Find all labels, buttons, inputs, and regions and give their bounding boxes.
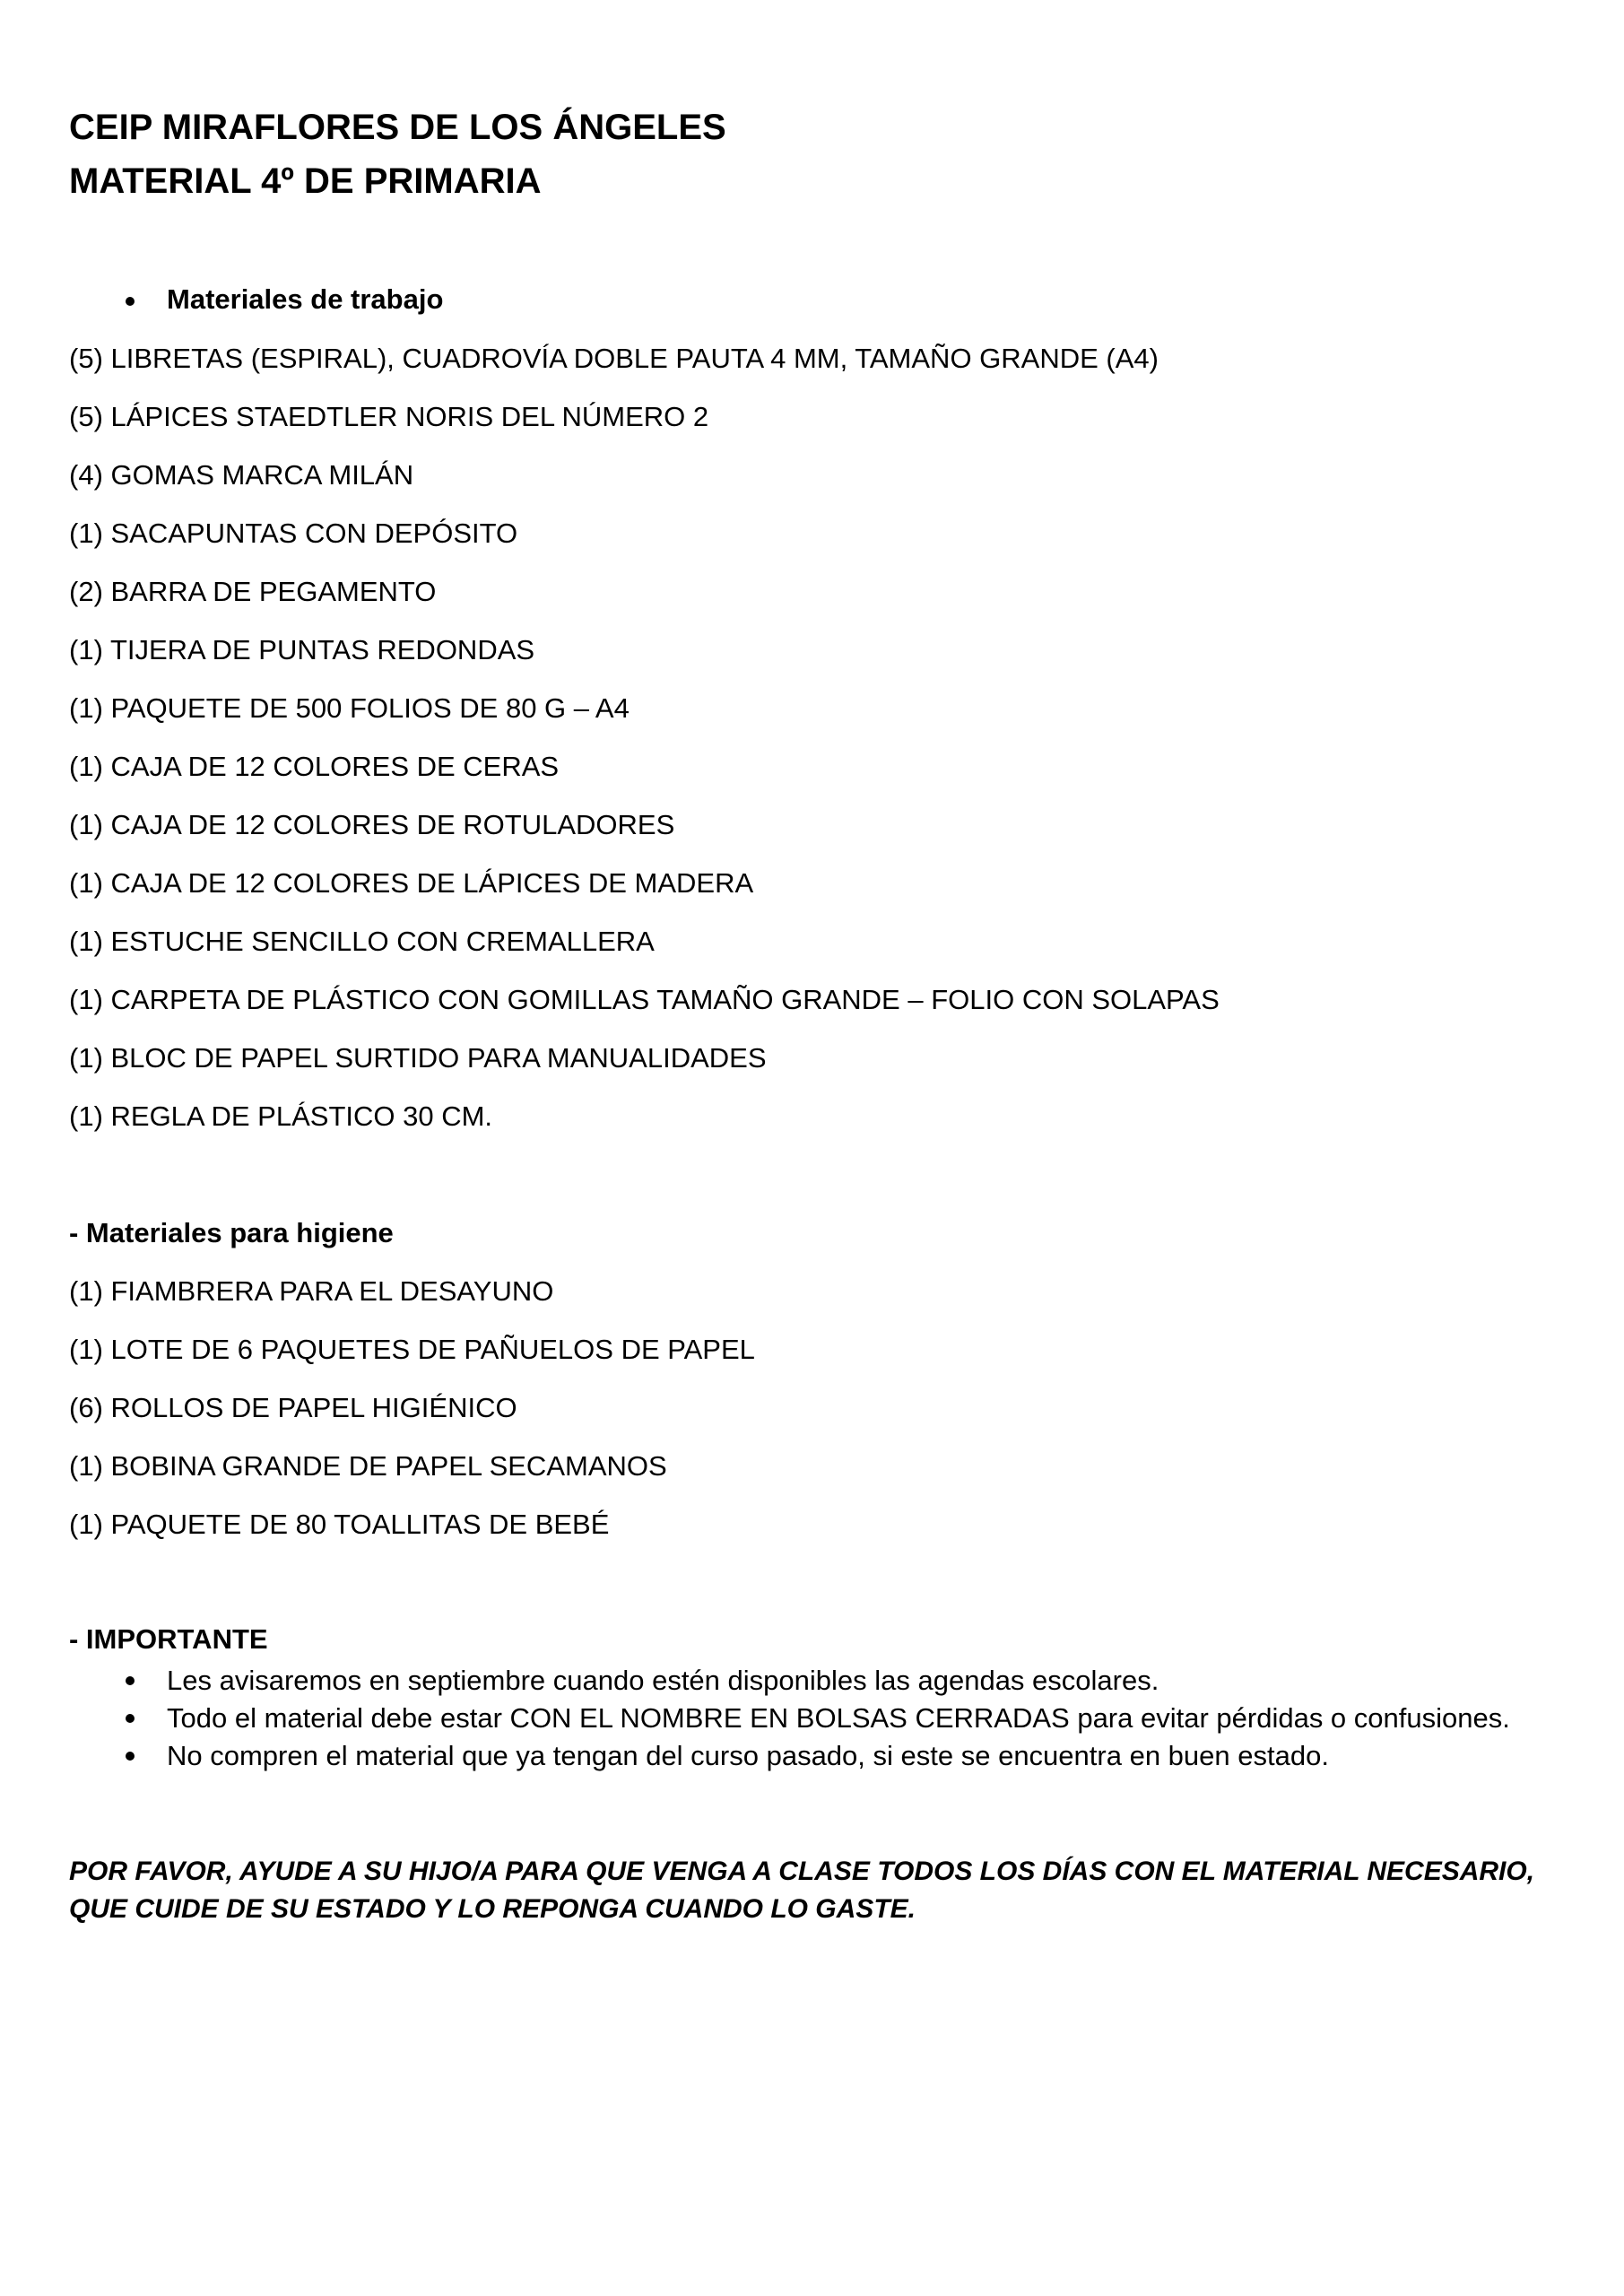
bullet-icon — [126, 1752, 135, 1761]
work-materials-heading: Materiales de trabajo — [167, 283, 444, 315]
list-item: No compren el material que ya tengan del curso pasado, si este se encuentra en buen estado. — [167, 1740, 1329, 1771]
list-item: (1) CAJA DE 12 COLORES DE CERAS — [69, 751, 560, 782]
document-subtitle: MATERIAL 4º DE PRIMARIA — [69, 161, 542, 201]
list-item: (4) GOMAS MARCA MILÁN — [69, 459, 414, 491]
list-item: (5) LIBRETAS (ESPIRAL), CUADROVÍA DOBLE PAUTA 4 MM, TAMAÑO GRANDE (A4) — [69, 343, 1159, 374]
list-item: (1) FIAMBRERA PARA EL DESAYUNO — [69, 1275, 554, 1307]
list-item: (1) CAJA DE 12 COLORES DE LÁPICES DE MADERA — [69, 867, 754, 899]
list-item: (1) PAQUETE DE 80 TOALLITAS DE BEBÉ — [69, 1509, 610, 1540]
list-item: (5) LÁPICES STAEDTLER NORIS DEL NÚMERO 2 — [69, 401, 709, 432]
school-title: CEIP MIRAFLORES DE LOS ÁNGELES — [69, 108, 726, 147]
list-item: (1) TIJERA DE PUNTAS REDONDAS — [69, 634, 535, 665]
list-item: (1) BLOC DE PAPEL SURTIDO PARA MANUALIDADES — [69, 1042, 767, 1074]
list-item: (2) BARRA DE PEGAMENTO — [69, 576, 437, 607]
list-item: (1) BOBINA GRANDE DE PAPEL SECAMANOS — [69, 1450, 667, 1482]
important-heading: - IMPORTANTE — [69, 1623, 268, 1655]
bullet-icon — [126, 1676, 135, 1685]
list-item: (1) SACAPUNTAS CON DEPÓSITO — [69, 517, 518, 549]
list-item: (1) CAJA DE 12 COLORES DE ROTULADORES — [69, 809, 675, 840]
list-item: Todo el material debe estar CON EL NOMBRE EN BOLSAS CERRADAS para evitar pérdidas o confusiones. — [167, 1702, 1510, 1734]
list-item: (6) ROLLOS DE PAPEL HIGIÉNICO — [69, 1392, 517, 1423]
list-item: (1) REGLA DE PLÁSTICO 30 CM. — [69, 1100, 493, 1132]
bullet-icon — [126, 297, 135, 306]
list-item: (1) LOTE DE 6 PAQUETES DE PAÑUELOS DE PAPEL — [69, 1334, 755, 1365]
closing-note: POR FAVOR, AYUDE A SU HIJO/A PARA QUE VENGA A CLASE TODOS LOS DÍAS CON EL MATERIAL NECESARIO, QUE CUIDE DE SU ESTADO Y LO REPONGA CUANDO LO GASTE. — [69, 1857, 1535, 1924]
bullet-icon — [126, 1714, 135, 1723]
list-item: Les avisaremos en septiembre cuando estén disponibles las agendas escolares. — [167, 1665, 1159, 1696]
hygiene-heading: - Materiales para higiene — [69, 1217, 394, 1248]
list-item: (1) ESTUCHE SENCILLO CON CREMALLERA — [69, 926, 655, 957]
list-item: (1) PAQUETE DE 500 FOLIOS DE 80 G – A4 — [69, 692, 630, 724]
list-item: (1) CARPETA DE PLÁSTICO CON GOMILLAS TAMAÑO GRANDE – FOLIO CON SOLAPAS — [69, 984, 1220, 1015]
